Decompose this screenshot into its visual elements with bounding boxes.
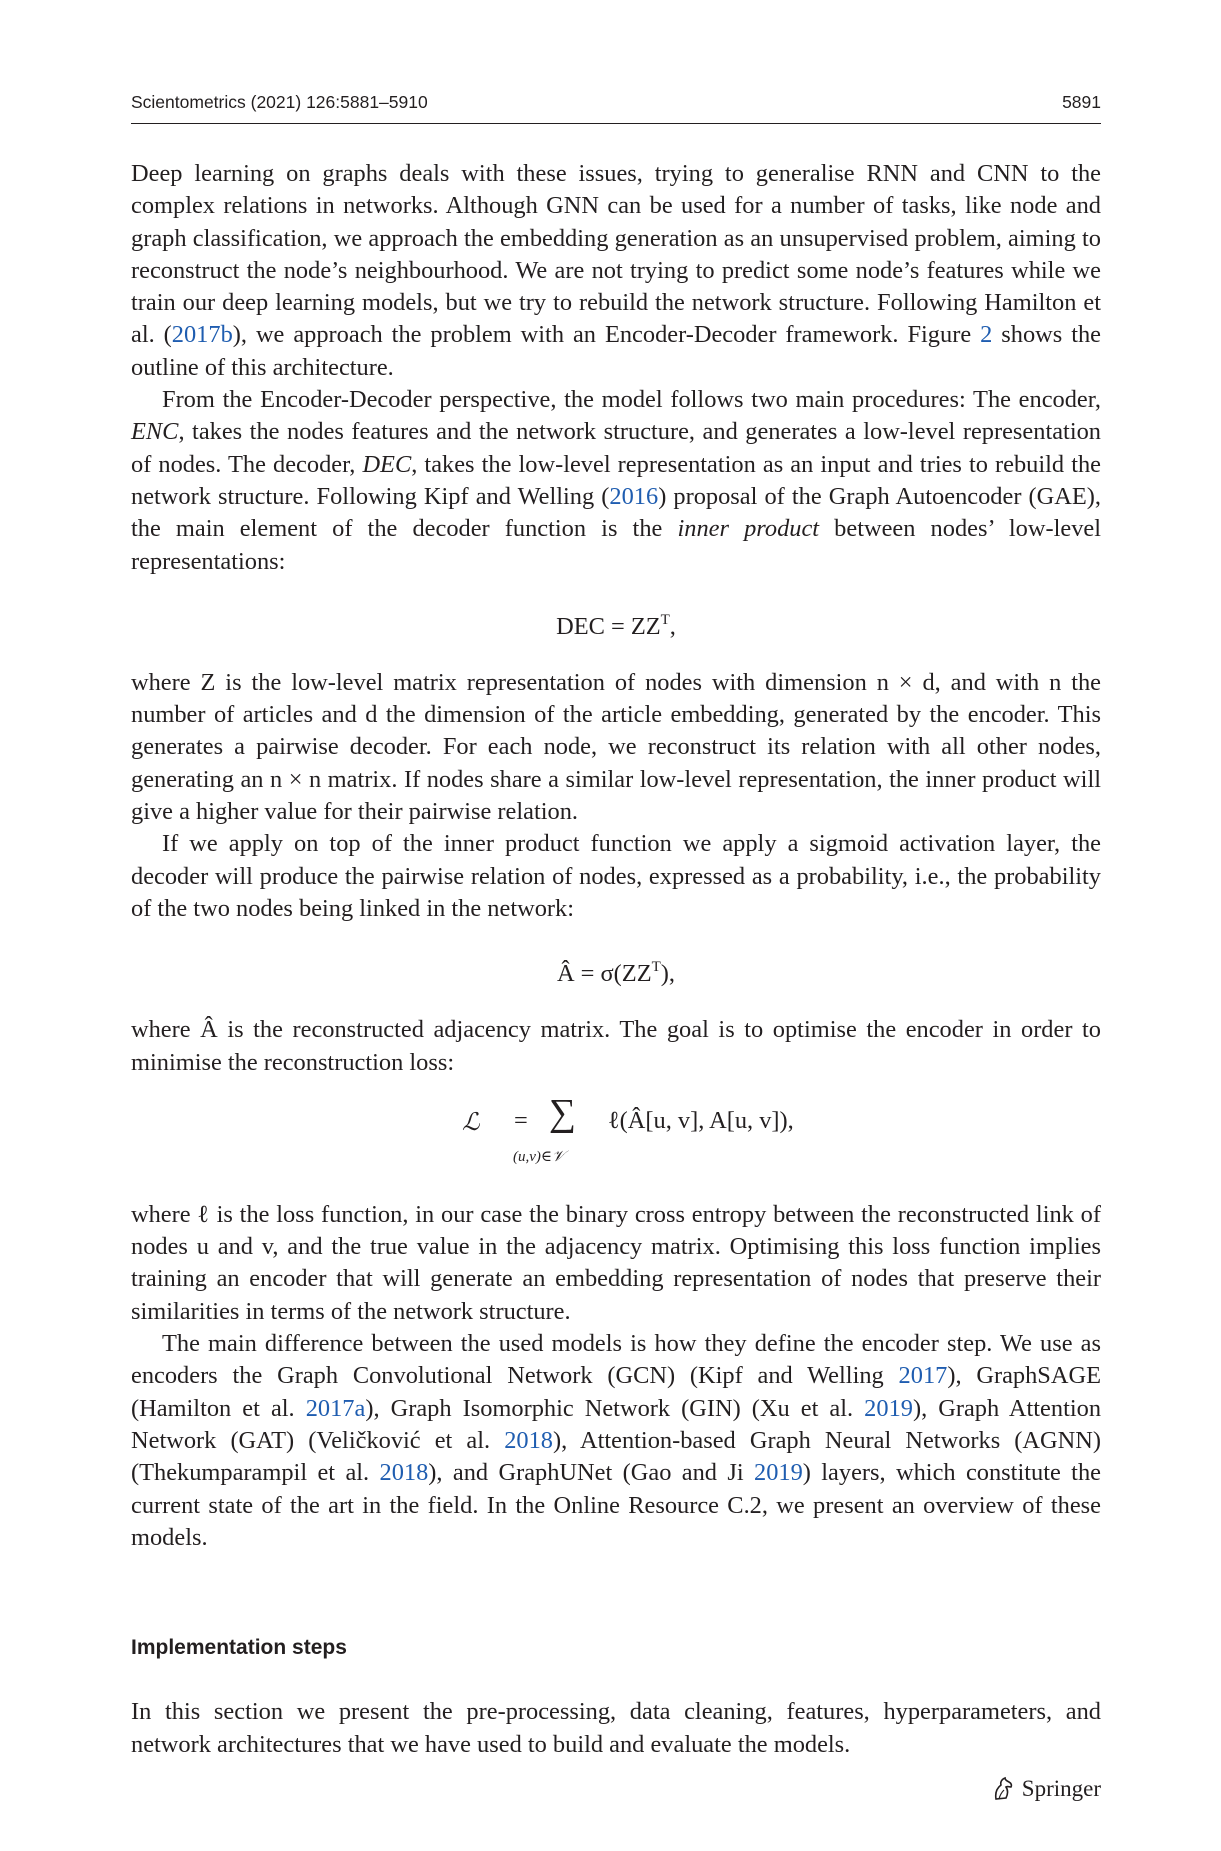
equation-loss: ℒ = ∑ (u,v)∈𝒱 ℓ(Â[u, v], A[u, v]), [462, 1091, 794, 1165]
equation-sigmoid: Â = $\sigma(ZZ^T)$, [556, 959, 676, 988]
citation-link[interactable]: 2017 [898, 1362, 948, 1390]
springer-horse-icon [990, 1776, 1016, 1802]
citation-link[interactable]: 2018 [379, 1459, 429, 1487]
citation-link[interactable]: 2017b [171, 321, 233, 349]
paragraph-4: If we apply on top of the inner product function we apply a sigmoid activation layer, the decoder will produce the pairwise relation of nodes, expressed as a probability, i.e., the probability of the two nodes being linked in the network: [131, 830, 1101, 922]
section-heading: Implementation steps [131, 1636, 347, 1660]
paragraph-6: where ℓ is the loss function, in our case the binary cross entropy between the reconstructed link of nodes u and v, and the true value in the adjacency matrix. Optimising this loss function implies training an encoder that will generate an embedding representation of nodes that preserve their similarities in terms of the network structure. [131, 1200, 1101, 1325]
page-number: 5891 [1062, 92, 1101, 112]
citation-link[interactable]: 2019 [864, 1394, 913, 1422]
paragraph-5: where Â is the reconstructed adjacency matrix. The goal is to optimise the encoder in order to minimise the reconstruction loss: [131, 1016, 1101, 1076]
header-rule [131, 123, 1101, 124]
paragraph-2: From the Encoder-Decoder perspective, the model follows two main procedures: The encoder, ENC, takes the nodes features and the network structure, and generates a low-level representation of nodes. The decoder, DEC, takes the low-level representation as an input and tries to rebuild the network structure. Following Kipf and Welling (2016) proposal of the Graph Autoencoder (GAE), the main element of the decoder function is the inner product between nodes’ low-level representations: [131, 386, 1102, 575]
summation-symbol: ∑ [549, 1091, 577, 1134]
citation-link[interactable]: 2017a [305, 1394, 366, 1422]
citation-link[interactable]: 2018 [504, 1426, 553, 1454]
article-body [131, 158, 1101, 1761]
paragraph-8: In this section we present the pre-processing, data cleaning, features, hyperparameters, and network architectures that we have used to build and evaluate the models. [131, 1698, 1101, 1758]
citation-link[interactable]: 2019 [754, 1459, 803, 1487]
publisher-name: Springer [1021, 1776, 1101, 1801]
paragraph-7: The main difference between the used models is how they define the encoder step. We use as encoders the Graph Convolutional Network (GCN) (Kipf and Welling 2017), GraphSAGE (Hamilton et al. 2017a), Graph Isomorphic Network (GIN) (Xu et al. 2019), Graph Attention Network (GAT) (Veličković et al. 2018), Attention-based Graph Neural Networks (AGNN) (Thekumparampil et al. 2018), and GraphUNet (Gao and Ji 2019) layers, which constitute the current state of the art in the field. In the Online Resource C.2, we present an overview of these models. [131, 1330, 1102, 1551]
equation-decoder: DEC = $ZZ^T$, [556, 611, 676, 640]
citation-link[interactable]: 2016 [609, 482, 659, 510]
running-header [131, 90, 1101, 124]
journal-citation: Scientometrics (2021) 126:5881–5910 [131, 92, 428, 112]
paragraph-1: Deep learning on graphs deals with these issues, trying to generalise RNN and CNN to the complex relations in networks. Although GNN can be used for a number of tasks, like node and graph classification, we approach the embedding generation as an unsupervised problem, aiming to reconstruct the node’s neighbourhood. We are not trying to predict some node’s features while we train our deep learning models, but we try to rebuild the network structure. Following Hamilton et al. (2017b), we approach the problem with an Encoder-Decoder framework. Figure 2 shows the outline of this architecture. [131, 160, 1102, 381]
publisher-footer [990, 1776, 1101, 1802]
figure-link[interactable]: 2 [980, 321, 993, 349]
paragraph-3: where Z is the low-level matrix representation of nodes with dimension n × d, and with n the number of articles and d the dimension of the article embedding, generated by the encoder. This generates a pairwise decoder. For each node, we reconstruct its relation with all other nodes, generating an n × n matrix. If nodes share a similar low-level representation, the inner product will give a higher value for their pairwise relation. [131, 668, 1101, 826]
